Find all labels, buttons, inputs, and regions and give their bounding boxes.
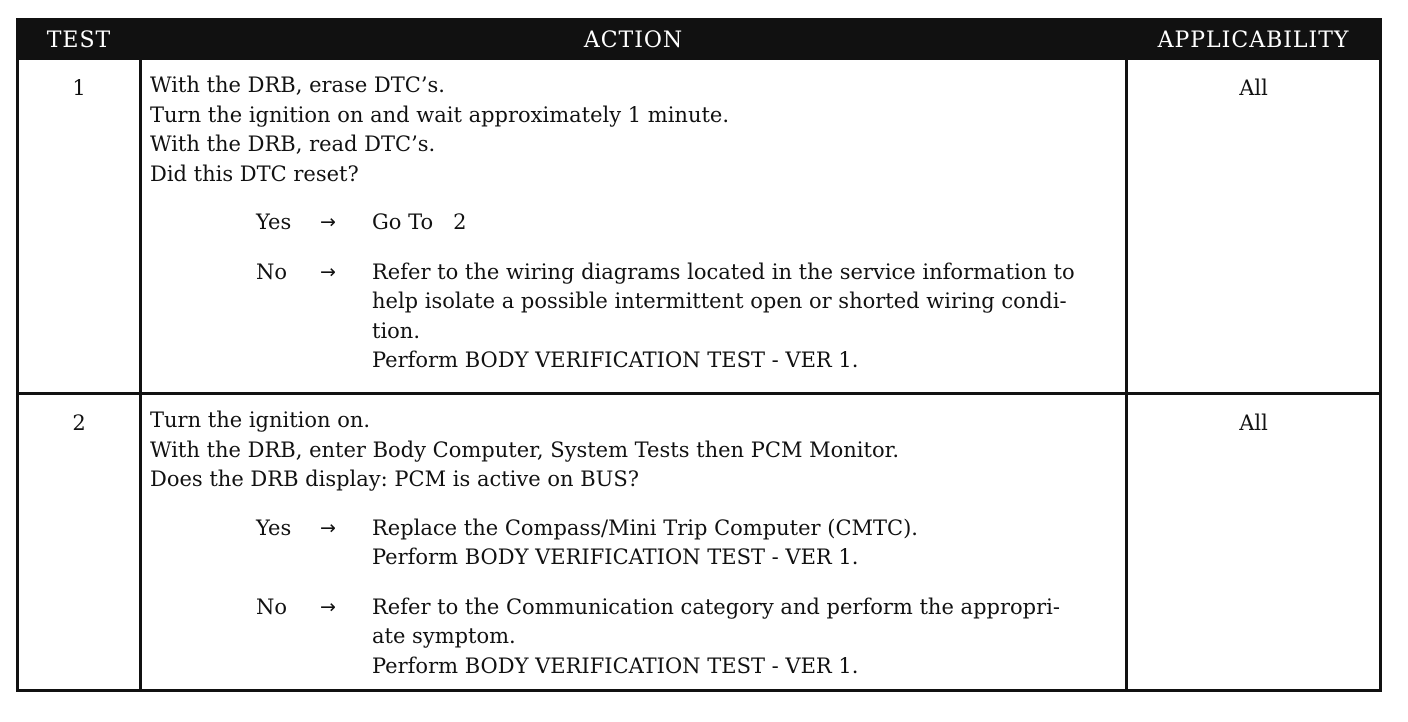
branch-response	[372, 208, 1125, 238]
response-line: Refer to the wiring diagrams located in the service information to	[372, 259, 1075, 284]
step-line: With the DRB, erase DTC’s.	[150, 73, 445, 97]
response-line: Replace the Compass/Mini Trip Computer (CMTC).	[372, 515, 918, 540]
arrow-icon: →	[320, 595, 336, 618]
branch-yes	[150, 514, 1125, 573]
response-line: Go To 2	[372, 210, 467, 234]
header-test: TEST	[19, 21, 139, 60]
header-applicability: APPLICABILITY	[1128, 21, 1379, 60]
diagnostic-test-table	[16, 18, 1382, 692]
step-line: Did this DTC reset?	[150, 161, 359, 186]
test-number-1: 1	[72, 76, 86, 100]
action-cell-2	[139, 392, 1128, 689]
branch-response	[372, 514, 1125, 573]
response-line: help isolate a possible intermittent open or shorted wiring condi-	[372, 289, 1067, 313]
applicability-1: All	[1239, 76, 1268, 100]
action-cell-1	[139, 60, 1128, 392]
branch-no	[150, 258, 1125, 376]
arrow-icon: →	[320, 211, 336, 233]
step-line: With the DRB, enter Body Computer, System Tests then PCM Monitor.	[150, 437, 899, 462]
applicability-2: All	[1128, 392, 1379, 689]
arrow-icon: →	[320, 260, 336, 283]
response-line: Perform BODY VERIFICATION TEST - VER 1.	[372, 545, 859, 569]
branch-response	[372, 593, 1125, 682]
branch-response	[372, 258, 1125, 376]
branch-label: No	[256, 259, 288, 284]
branch-label: Yes	[256, 210, 292, 234]
branch-no	[150, 593, 1125, 682]
step-line: Turn the ignition on.	[150, 408, 371, 432]
step-line: Does the DRB display: PCM is active on BUS?	[150, 467, 639, 491]
response-line: tion.	[372, 318, 420, 343]
header-action: ACTION	[139, 21, 1128, 60]
step-line: Turn the ignition on and wait approximately 1 minute.	[150, 102, 730, 127]
response-line: Perform BODY VERIFICATION TEST - VER 1.	[372, 653, 859, 678]
branch-label: Yes	[256, 515, 292, 540]
branch-label: No	[256, 594, 288, 619]
branch-yes	[150, 208, 1125, 238]
response-line: Perform BODY VERIFICATION TEST - VER 1.	[372, 348, 859, 372]
test-number-2: 2	[19, 392, 139, 689]
step-line: With the DRB, read DTC’s.	[150, 132, 436, 156]
response-line: Refer to the Communication category and perform the appropri-	[372, 594, 1060, 619]
response-line: ate symptom.	[372, 624, 516, 648]
arrow-icon: →	[320, 516, 336, 539]
